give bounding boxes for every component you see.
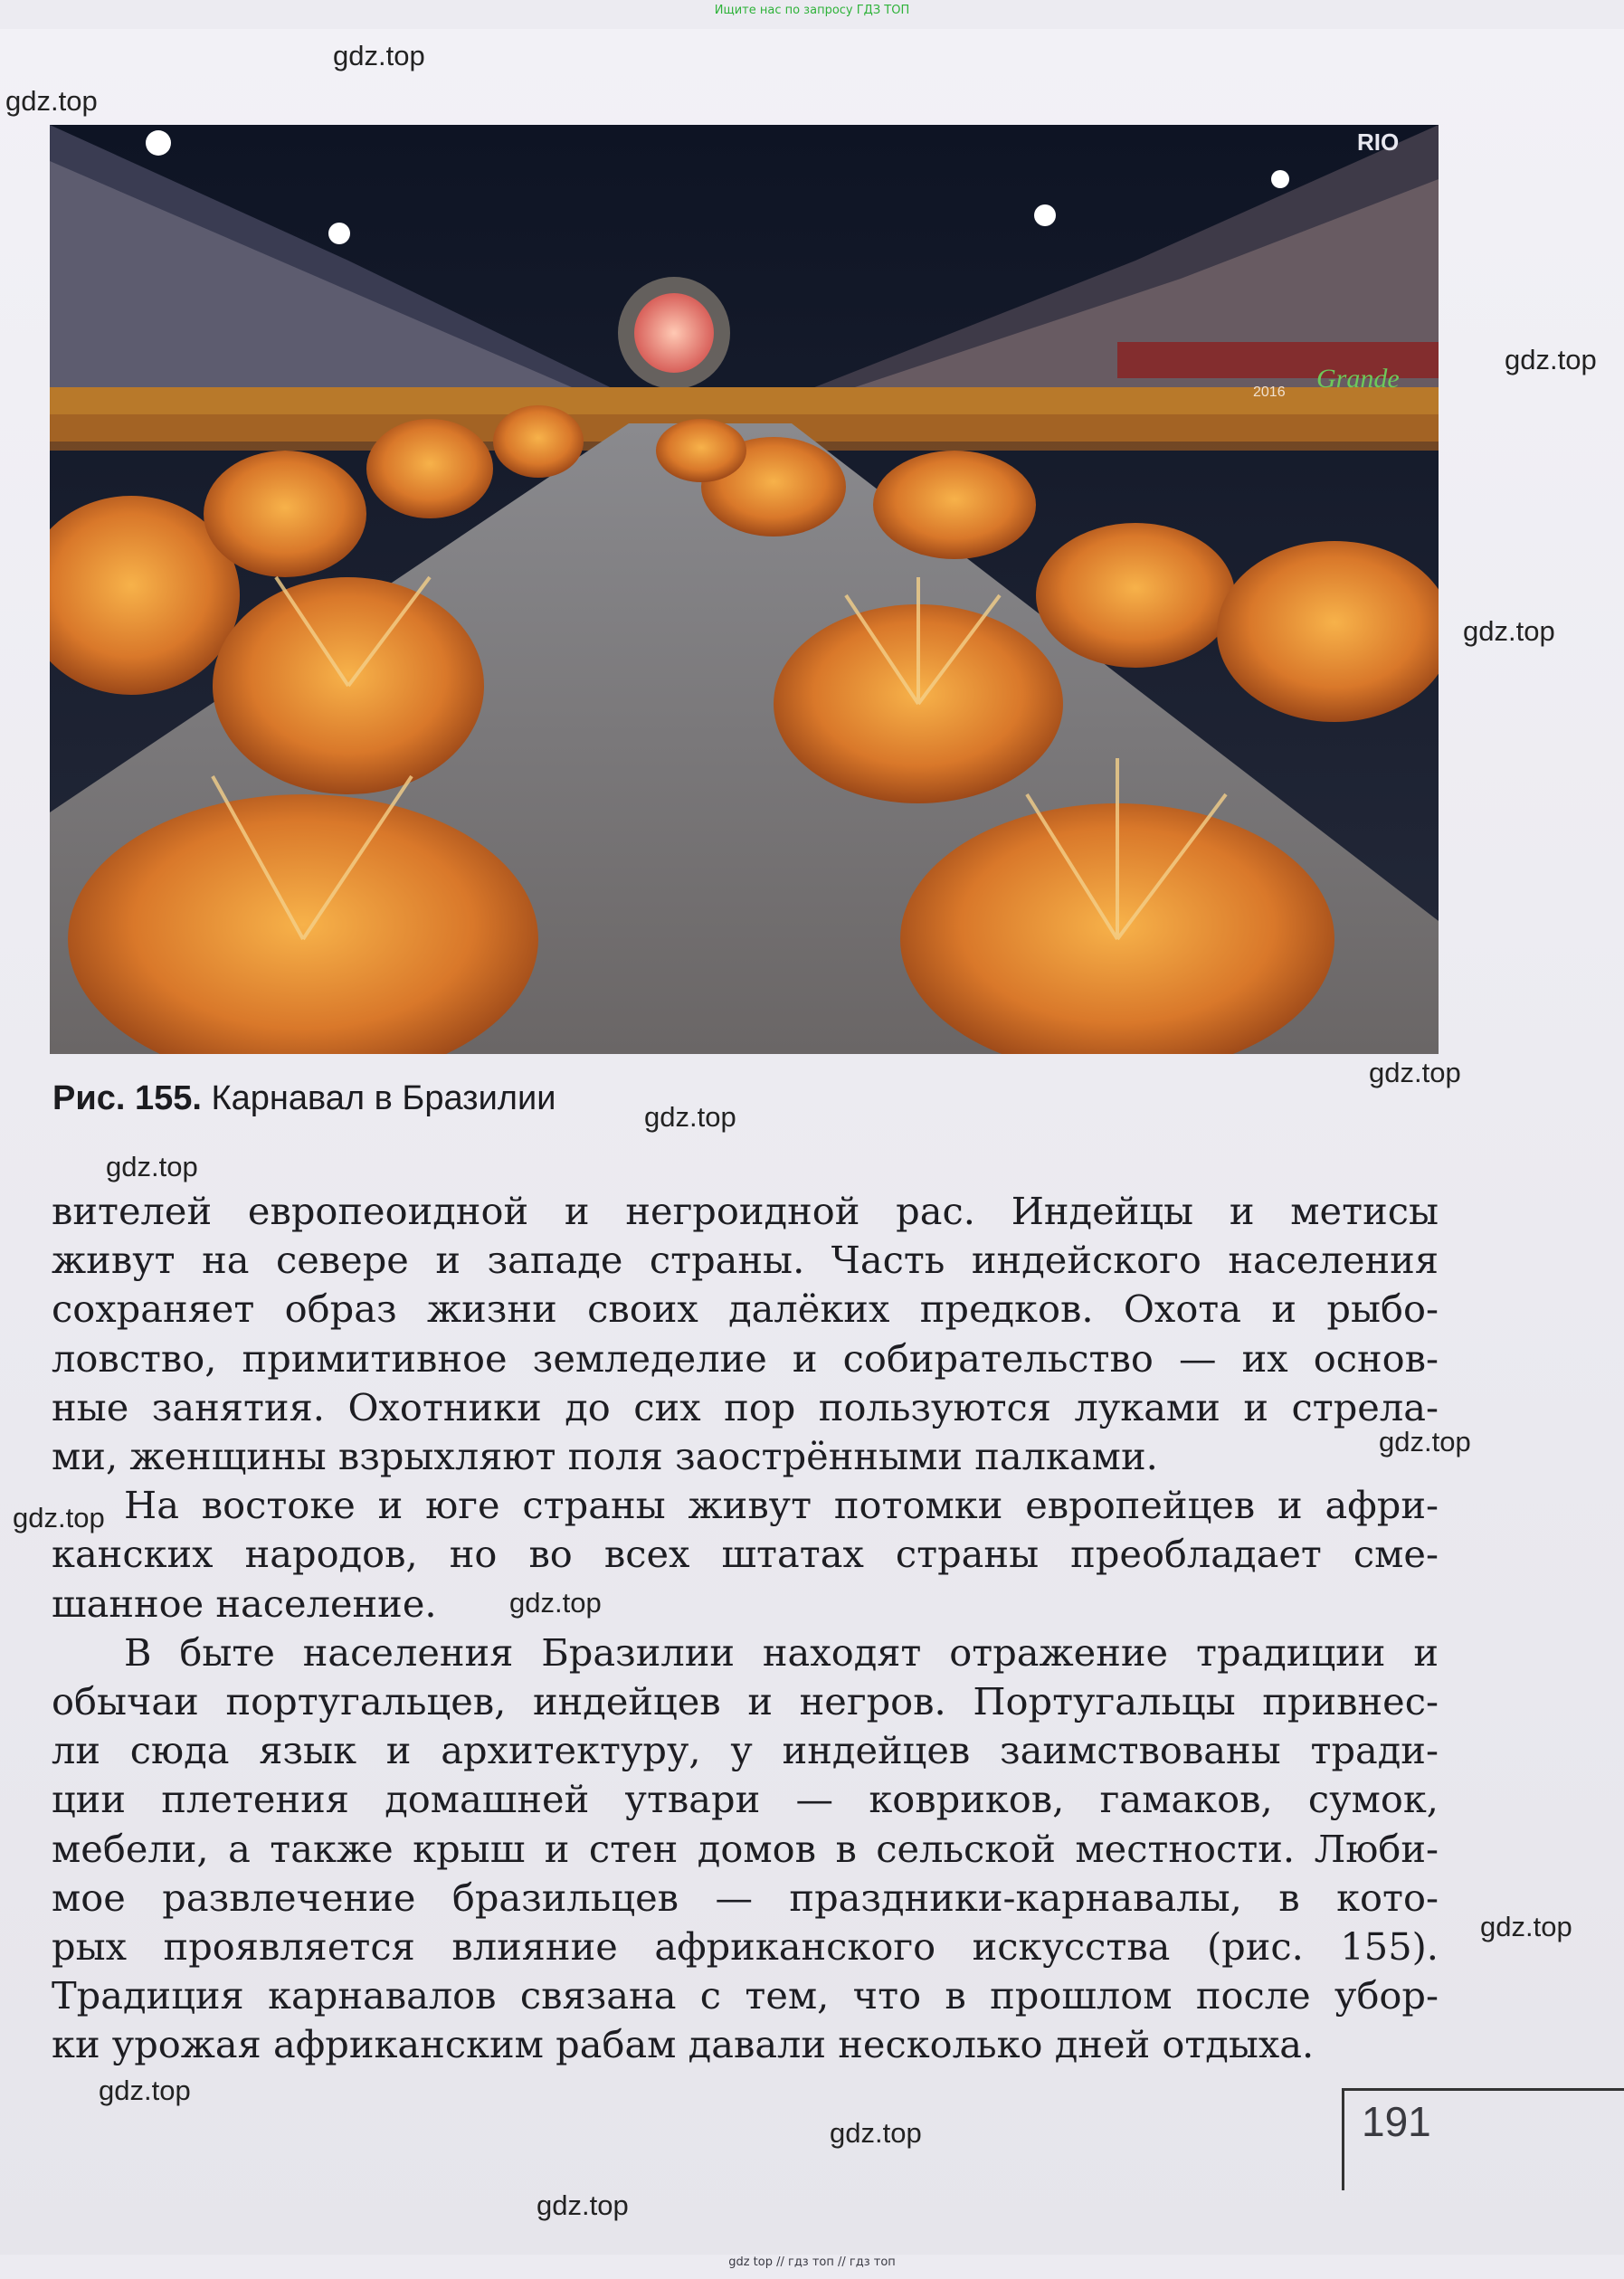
text-line: канских народов, но во всех штатах страны преобладает сме- xyxy=(52,1532,1439,1577)
text-line: ции плетения домашней утвари — ковриков, гамаков, сумок, xyxy=(52,1777,1439,1822)
figure-caption xyxy=(52,1079,556,1118)
watermark: gdz.top xyxy=(1480,1911,1572,1942)
paragraph-2 xyxy=(52,1481,1439,1629)
text-line: Традиция карнавалов связана с тем, что в прошлом после убор- xyxy=(52,1973,1439,2018)
watermark: gdz.top xyxy=(537,2189,629,2221)
watermark: gdz.top xyxy=(830,2117,922,2149)
figure-title: Карнавал в Бразилии xyxy=(211,1079,556,1117)
watermark: gdz.top xyxy=(644,1101,736,1133)
photo-sign-grande: Grande xyxy=(1316,364,1400,394)
bottom-banner[interactable]: gdz top // гдз топ // гдз топ xyxy=(728,2255,896,2269)
text-line: ные занятия. Охотники до сих пор пользуются луками и стрела- xyxy=(52,1384,1439,1429)
carnival-photo xyxy=(50,125,1439,1054)
text-line: шанное население. xyxy=(52,1581,437,1626)
text-line: В быте населения Бразилии находят отражение традиции и xyxy=(124,1629,1439,1675)
watermark: gdz.top xyxy=(333,40,425,71)
text-line: ловство, примитивное земледелие и собирательство — их основ- xyxy=(52,1335,1439,1381)
carnival-photo-image xyxy=(50,125,1439,1054)
text-line: ки урожая африканским рабам давали несколько дней отдыха. xyxy=(52,2022,1315,2067)
page-number: 191 xyxy=(1362,2098,1431,2145)
watermark: gdz.top xyxy=(106,1151,198,1182)
text-line: рых проявляется влияние африканского искусства (рис. 155). xyxy=(52,1924,1439,1970)
text-line: вителей европеоидной и негроидной рас. Индейцы и метисы xyxy=(52,1189,1439,1233)
watermark: gdz.top xyxy=(99,2075,191,2106)
text-line: мое развлечение бразильцев — праздники-карнавалы, в кото- xyxy=(52,1875,1439,1920)
text-line: сохраняет образ жизни своих далёких предков. Охота и рыбо- xyxy=(52,1287,1439,1332)
text-line: живут на севере и западе страны. Часть индейского населения xyxy=(52,1238,1439,1283)
top-banner[interactable]: Ищите нас по запросу ГДЗ ТОП xyxy=(714,4,910,17)
paragraph-1 xyxy=(52,1187,1439,1481)
watermark: gdz.top xyxy=(1505,344,1597,375)
text-line: мебели, а также крыш и стен домов в сельской местности. Люби- xyxy=(52,1826,1439,1871)
photo-sign-rio: RIO xyxy=(1357,128,1400,156)
text-line: обычаи португальцев, индейцев и негров. Португальцы привнес- xyxy=(52,1679,1439,1724)
text-line: На востоке и юге страны живут потомки европейцев и афри- xyxy=(124,1483,1439,1528)
text-line: ми, женщины взрыхляют поля заострёнными палками. xyxy=(52,1434,1158,1479)
watermark: gdz.top xyxy=(1379,1426,1471,1458)
watermark: gdz.top xyxy=(5,85,98,117)
figure-label: Рис. 155. xyxy=(52,1079,202,1117)
photo-sign-year: 2016 xyxy=(1253,385,1286,400)
watermark: gdz.top xyxy=(1463,615,1555,647)
paragraph-3 xyxy=(52,1629,1439,2070)
text-line: ли сюда язык и архитектуру, у индейцев заимствованы тради- xyxy=(52,1728,1439,1773)
watermark: gdz.top xyxy=(1369,1057,1461,1088)
body-text xyxy=(52,1187,1439,2070)
watermark: gdz.top xyxy=(13,1502,105,1534)
watermark: gdz.top xyxy=(509,1587,602,1619)
